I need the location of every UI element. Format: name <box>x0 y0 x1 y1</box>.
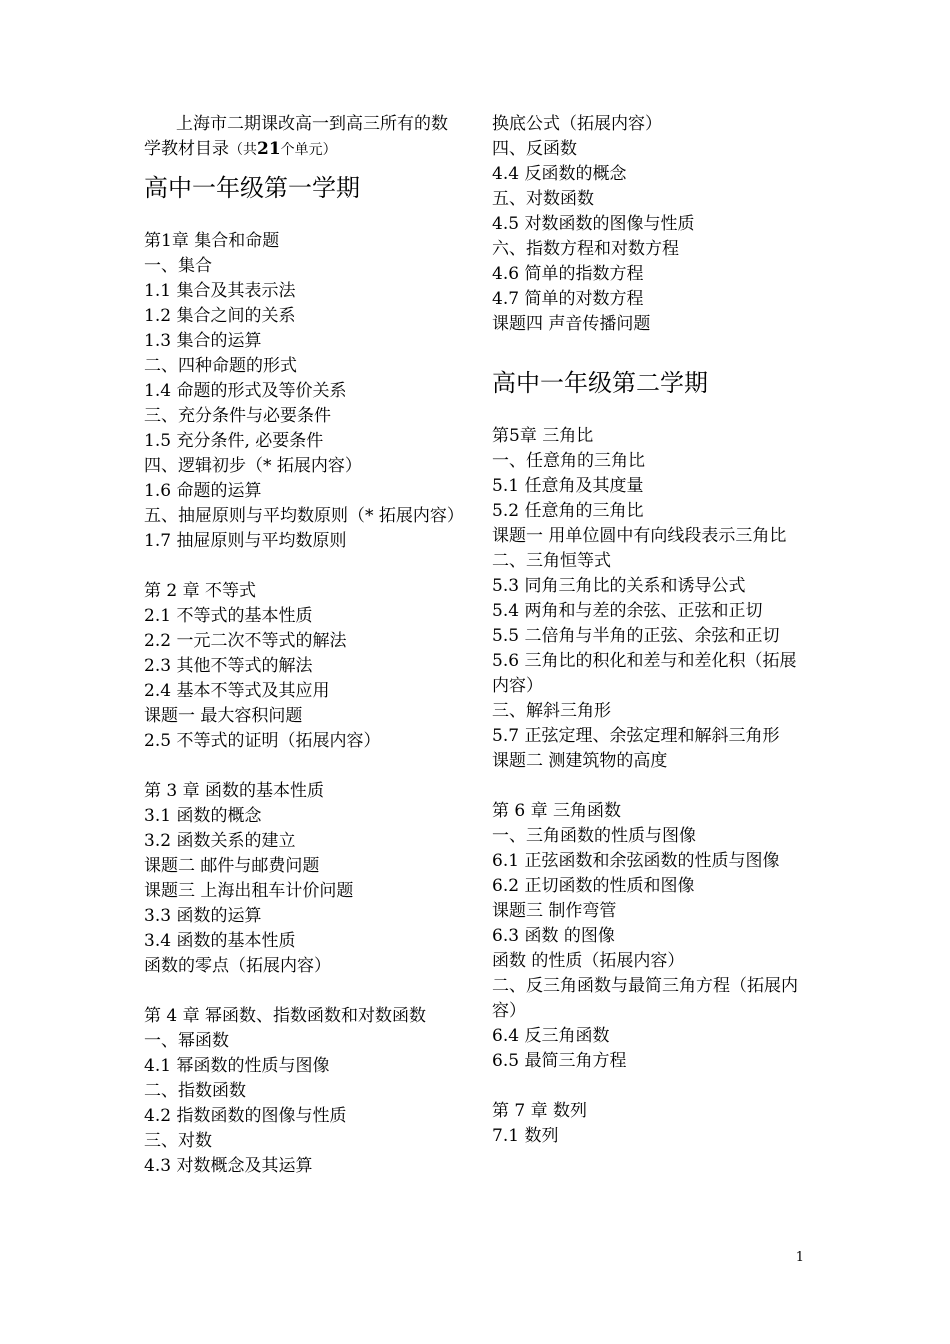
toc-entry: 课题二 邮件与邮费问题 <box>144 856 320 876</box>
toc-entry: 第5章 三角比 <box>492 426 594 446</box>
toc-entry: 3.2 函数关系的建立 <box>144 831 296 851</box>
toc-entry: 1.4 命题的形式及等价关系 <box>144 381 347 401</box>
toc-entry: 四、逻辑初步（* 拓展内容） <box>144 456 362 476</box>
toc-entry: 二、三角恒等式 <box>492 551 611 571</box>
toc-entry: 第1章 集合和命题 <box>144 231 280 251</box>
toc-entry: 4.7 简单的对数方程 <box>492 289 644 309</box>
toc-entry: 5.4 两角和与差的余弦、正弦和正切 <box>492 601 763 621</box>
toc-entry: 4.1 幂函数的性质与图像 <box>144 1056 330 1076</box>
intro-paragraph <box>144 112 464 163</box>
toc-entry: 一、幂函数 <box>144 1031 229 1051</box>
toc-entry: 2.2 一元二次不等式的解法 <box>144 631 347 651</box>
toc-entry: 三、解斜三角形 <box>492 701 611 721</box>
toc-entry: 二、指数函数 <box>144 1081 246 1101</box>
toc-entry: 3.4 函数的基本性质 <box>144 931 296 951</box>
toc-entry: 5.1 任意角及其度量 <box>492 476 644 496</box>
toc-entry: 5.7 正弦定理、余弦定理和解斜三角形 <box>492 726 780 746</box>
toc-entry: 第 4 章 幂函数、指数函数和对数函数 <box>144 1006 427 1026</box>
toc-entry: 一、三角函数的性质与图像 <box>492 826 696 846</box>
toc-entry: 4.5 对数函数的图像与性质 <box>492 214 695 234</box>
toc-entry: 五、抽屉原则与平均数原则（* 拓展内容） <box>144 506 464 526</box>
toc-entry: 1.3 集合的运算 <box>144 331 262 351</box>
toc-entry: 5.3 同角三角比的关系和诱导公式 <box>492 576 746 596</box>
page-number: 1 <box>795 1250 804 1265</box>
chapter-1 <box>144 229 464 554</box>
toc-entry: 二、反三角函数与最简三角方程（拓展内容） <box>492 976 798 1021</box>
toc-entry: 一、集合 <box>144 256 212 276</box>
intro-count: 21 <box>257 139 281 159</box>
semester-heading-1: 高中一年级第一学期 <box>144 174 360 202</box>
chapter-7 <box>492 1099 812 1149</box>
toc-entry: 二、四种命题的形式 <box>144 356 297 376</box>
intro-count-suffix: 个单元） <box>280 142 337 158</box>
toc-entry: 第 7 章 数列 <box>492 1101 588 1121</box>
intro-count-prefix: （共 <box>229 142 257 158</box>
toc-entry: 2.3 其他不等式的解法 <box>144 656 313 676</box>
toc-entry: 4.3 对数概念及其运算 <box>144 1156 313 1176</box>
toc-entry: 三、充分条件与必要条件 <box>144 406 331 426</box>
toc-entry: 1.7 抽屉原则与平均数原则 <box>144 531 347 551</box>
toc-entry: 课题三 上海出租车计价问题 <box>144 881 354 901</box>
toc-entry: 6.2 正切函数的性质和图像 <box>492 876 695 896</box>
toc-entry: 函数的零点（拓展内容） <box>144 956 331 976</box>
toc-entry: 课题二 测建筑物的高度 <box>492 751 668 771</box>
toc-entry: 课题三 制作弯管 <box>492 901 617 921</box>
toc-entry: 函数 的性质（拓展内容） <box>492 951 685 971</box>
toc-entry: 6.1 正弦函数和余弦函数的性质与图像 <box>492 851 780 871</box>
toc-entry: 课题四 声音传播问题 <box>492 314 651 334</box>
toc-entry: 6.5 最简三角方程 <box>492 1051 627 1071</box>
chapter-2 <box>144 579 464 754</box>
toc-entry: 第 2 章 不等式 <box>144 581 257 601</box>
semester-heading-2: 高中一年级第二学期 <box>492 369 708 397</box>
toc-entry: 1.1 集合及其表示法 <box>144 281 296 301</box>
toc-entry: 第 6 章 三角函数 <box>492 801 622 821</box>
toc-entry: 5.6 三角比的积化和差与和差化积（拓展内容） <box>492 651 797 696</box>
toc-entry: 4.4 反函数的概念 <box>492 164 627 184</box>
toc-entry: 1.5 充分条件, 必要条件 <box>144 431 324 451</box>
chapter-3 <box>144 779 464 979</box>
toc-entry: 3.1 函数的概念 <box>144 806 262 826</box>
toc-entry: 1.2 集合之间的关系 <box>144 306 296 326</box>
toc-entry: 三、对数 <box>144 1131 212 1151</box>
chapter-4-continued <box>492 112 812 337</box>
toc-entry: 5.5 二倍角与半角的正弦、余弦和正切 <box>492 626 780 646</box>
toc-entry: 六、指数方程和对数方程 <box>492 239 679 259</box>
toc-entry: 4.2 指数函数的图像与性质 <box>144 1106 347 1126</box>
toc-entry: 2.5 不等式的证明（拓展内容） <box>144 731 381 751</box>
toc-entry: 4.6 简单的指数方程 <box>492 264 644 284</box>
toc-entry: 7.1 数列 <box>492 1126 559 1146</box>
toc-entry: 课题一 最大容积问题 <box>144 706 303 726</box>
toc-entry: 3.3 函数的运算 <box>144 906 262 926</box>
intro-text: 上海市二期课改高一到高三所有的数学教材目录 <box>144 114 448 159</box>
toc-entry: 1.6 命题的运算 <box>144 481 262 501</box>
chapter-6 <box>492 799 812 1074</box>
toc-entry: 2.4 基本不等式及其应用 <box>144 681 330 701</box>
toc-entry: 换底公式（拓展内容） <box>492 114 662 134</box>
toc-entry: 6.3 函数 的图像 <box>492 926 615 946</box>
chapter-4 <box>144 1004 464 1179</box>
toc-entry: 一、任意角的三角比 <box>492 451 645 471</box>
left-column <box>144 112 464 1179</box>
toc-entry: 第 3 章 函数的基本性质 <box>144 781 325 801</box>
toc-entry: 四、反函数 <box>492 139 577 159</box>
toc-entry: 课题一 用单位圆中有向线段表示三角比 <box>492 526 787 546</box>
toc-entry: 2.1 不等式的基本性质 <box>144 606 313 626</box>
toc-entry: 5.2 任意角的三角比 <box>492 501 644 521</box>
toc-entry: 6.4 反三角函数 <box>492 1026 610 1046</box>
right-column <box>492 112 812 1149</box>
toc-entry: 五、对数函数 <box>492 189 594 209</box>
chapter-5 <box>492 424 812 774</box>
